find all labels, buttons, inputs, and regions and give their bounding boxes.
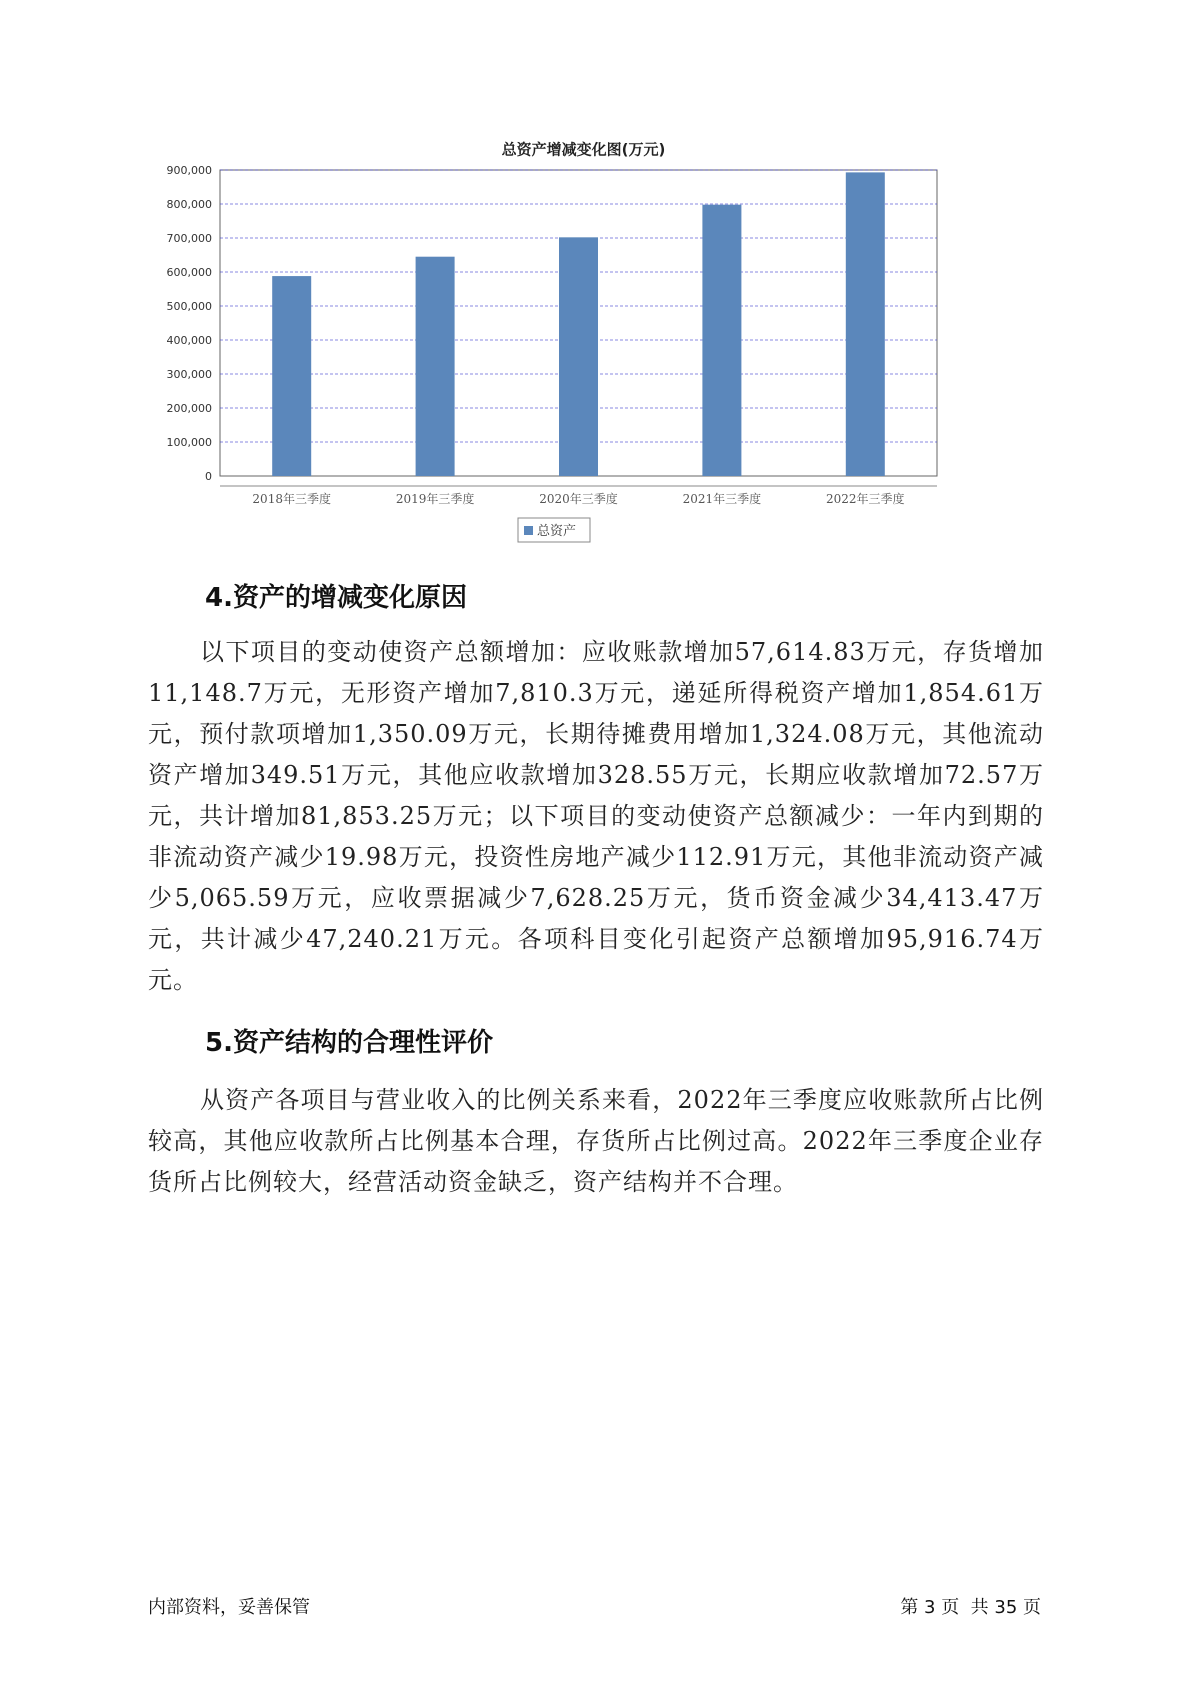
y-tick-label: 700,000	[166, 232, 212, 245]
bar	[416, 257, 455, 476]
x-tick-label: 2018年三季度	[252, 492, 331, 506]
y-tick-label: 900,000	[166, 164, 212, 177]
bar	[559, 237, 598, 476]
x-tick-label: 2022年三季度	[826, 492, 905, 506]
x-tick-label: 2021年三季度	[682, 492, 762, 506]
section-5-heading: 5.资产结构的合理性评价	[205, 1028, 493, 1058]
legend-swatch	[524, 526, 533, 535]
y-tick-label: 400,000	[166, 334, 212, 347]
x-tick-label: 2019年三季度	[395, 492, 475, 506]
section-5-paragraph: 从资产各项目与营业收入的比例关系来看，2022年三季度应收账款所占比例较高，其他应收款所占比例基本合理，存货所占比例过高。2022年三季度企业存货所占比例较大，经营活动资金缺乏，资产结构并不合理。	[148, 1086, 1044, 1196]
y-tick-label: 100,000	[166, 436, 212, 449]
section-4-heading: 4.资产的增减变化原因	[205, 583, 467, 613]
total-assets-chart	[150, 140, 1030, 600]
y-tick-label: 500,000	[166, 300, 212, 313]
footer-page-number: 第 3 页 共 35 页	[900, 1597, 1041, 1618]
y-tick-label: 0	[205, 470, 212, 483]
bar	[846, 172, 885, 476]
x-tick-label: 2020年三季度	[539, 492, 618, 506]
legend-label: 总资产	[537, 524, 577, 539]
section-4-paragraph: 以下项目的变动使资产总额增加：应收账款增加57,614.83万元，存货增加11,148.7万元，无形资产增加7,810.3万元，递延所得税资产增加1,854.61万元，预付款项增加1,350.09万元，长期待摊费用增加1,324.08万元，其他流动资产增加349.51万元，其他应收款增加328.55万元，长期应收款增加72.57万元，共计增加81,853.25万元；以下项目的变动使资产总额减少：一年内到期的非流动资产减少19.98万元，投资性房地产减少112.91万元，其他非流动资产减少5,065.59万元，应收票据减少7,628.25万元，货币资金减少34,413.47万元，共计减少47,240.21万元。各项科目变化引起资产总额增加95,916.74万元。	[148, 638, 1044, 994]
bar	[272, 276, 311, 476]
bar	[702, 205, 741, 476]
y-tick-label: 800,000	[166, 198, 212, 211]
y-tick-label: 600,000	[166, 266, 212, 279]
chart-title: 总资产增减变化图(万元)	[501, 140, 666, 159]
y-tick-label: 200,000	[166, 402, 212, 415]
y-tick-label: 300,000	[166, 368, 212, 381]
chart-svg	[150, 140, 1030, 600]
footer-confidential-note: 内部资料，妥善保管	[148, 1597, 310, 1618]
